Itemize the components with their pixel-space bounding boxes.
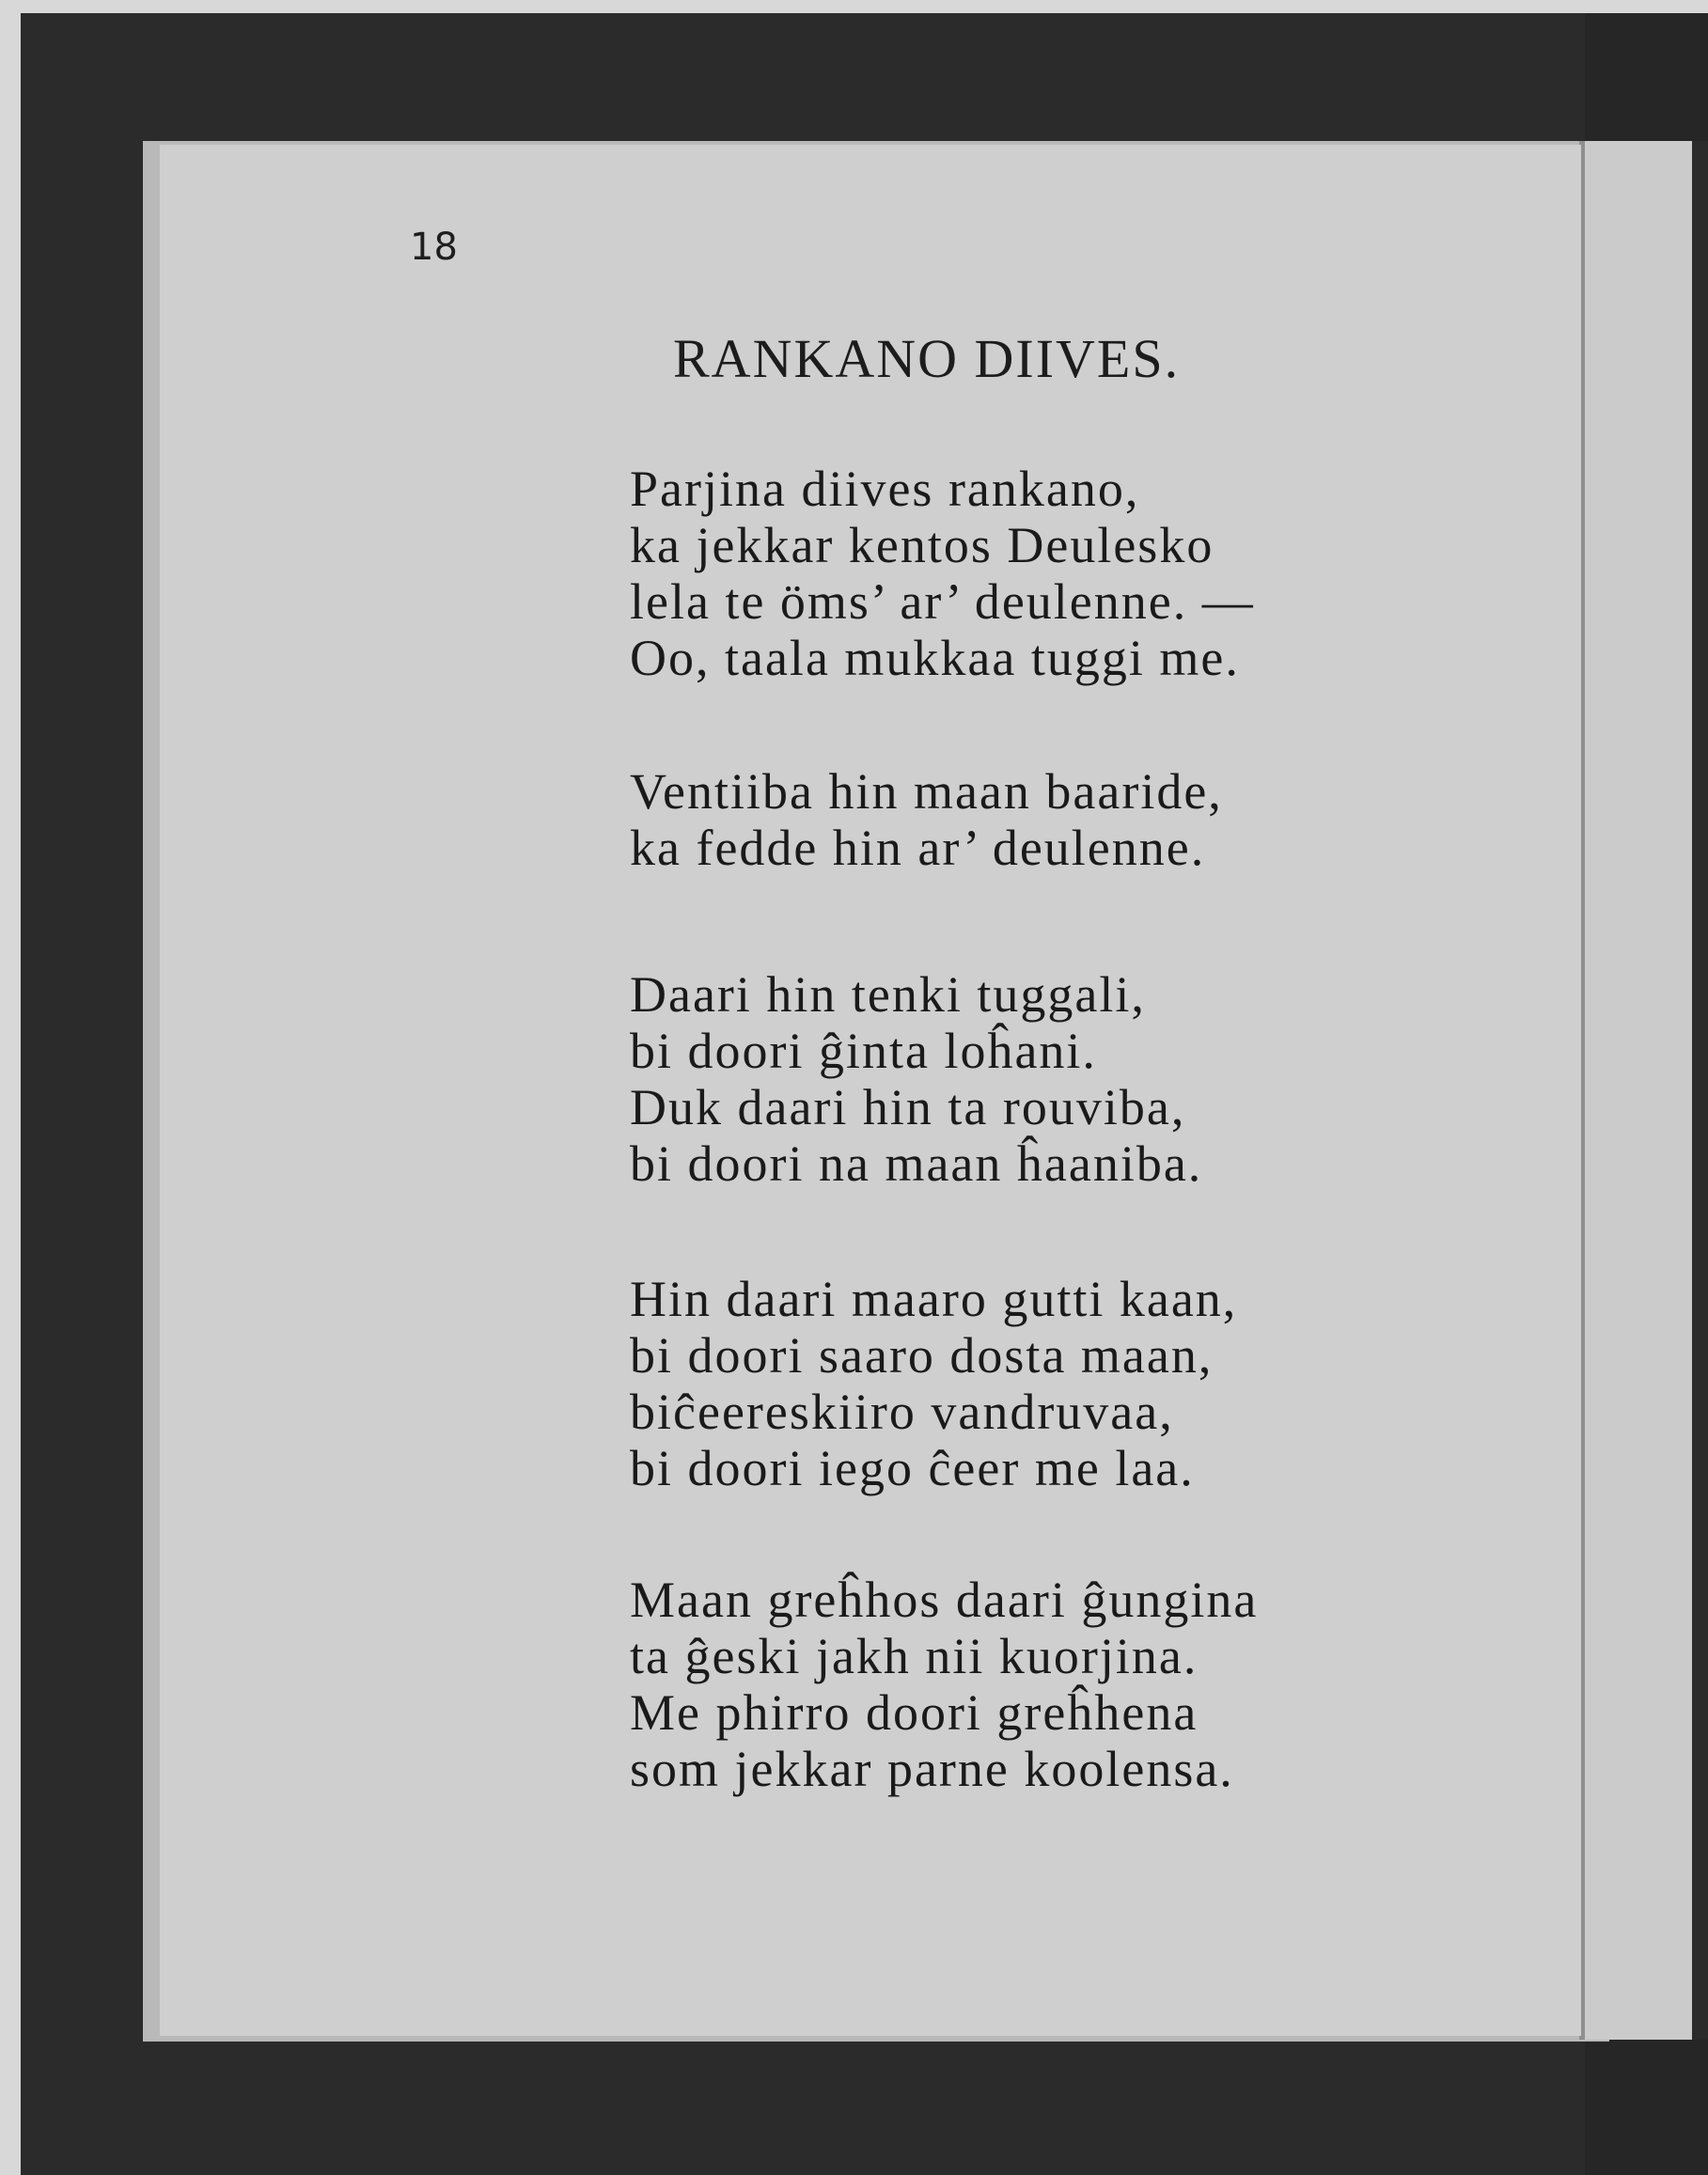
facing-page-edge [1585, 141, 1692, 2040]
poem-line: Hin daari maaro gutti kaan, [630, 1271, 1238, 1327]
poem-line: Ventiiba hin maan baaride, [630, 763, 1223, 820]
poem-line: bi doori iego ĉeer me laa. [630, 1440, 1195, 1496]
poem-line: bi doori na maan ĥaaniba. [630, 1135, 1203, 1192]
book-binding-bottom [1585, 2040, 1708, 2175]
stanza-2 [630, 763, 1223, 876]
scan-border-top [0, 0, 1708, 13]
poem-line: Me phirro doori greĥhena [630, 1684, 1199, 1741]
poem-line: ka fedde hin ar’ deulenne. [630, 820, 1206, 876]
poem-line: Duk daari hin ta rouviba, [630, 1079, 1186, 1135]
poem-line: Parjina diives rankano, [630, 461, 1140, 517]
poem-line: Oo, taala mukkaa tuggi me. [630, 630, 1240, 686]
poem-line: ka jekkar kentos Deulesko [630, 517, 1214, 573]
poem-line: ta ĝeski jakh nii kuorjina. [630, 1628, 1199, 1684]
poem-line: biĉeereskiiro vandruvaa, [630, 1384, 1174, 1440]
stanza-5 [630, 1572, 1258, 1797]
stanza-4 [630, 1271, 1237, 1496]
page-number: 18 [410, 226, 458, 269]
scan-border-left [0, 0, 21, 2175]
poem-line: bi doori ĝinta loĥani. [630, 1023, 1097, 1079]
book-binding-top [1585, 13, 1708, 141]
poem-line: som jekkar parne koolensa. [630, 1741, 1234, 1797]
poem-line: Maan greĥhos daari ĝungina [630, 1572, 1259, 1628]
stanza-3 [630, 966, 1202, 1192]
stanza-1 [630, 461, 1255, 686]
poem-line: bi doori saaro dosta maan, [630, 1327, 1214, 1384]
poem-line: lela te öms’ ar’ deulenne. — [630, 573, 1255, 630]
poem-title: RANKANO DIIVES. [673, 328, 1181, 389]
poem-line: Daari hin tenki tuggali, [630, 966, 1146, 1023]
